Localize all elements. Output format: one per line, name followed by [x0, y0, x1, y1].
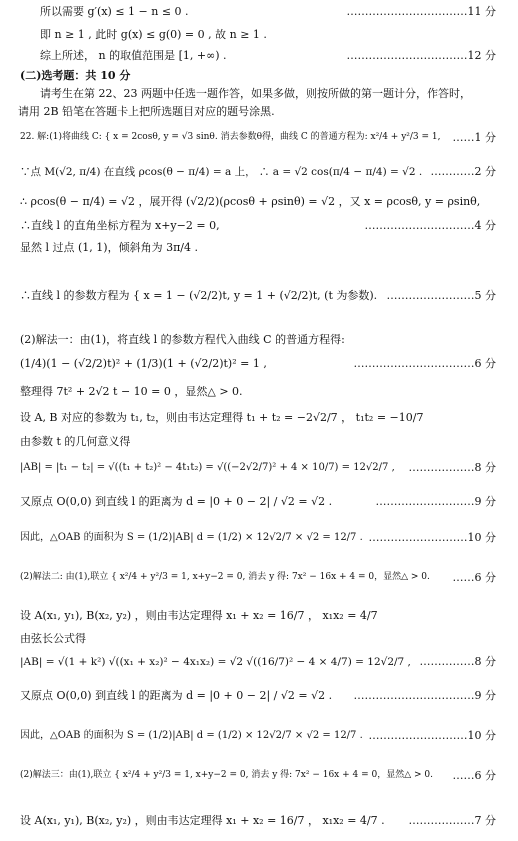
line-text: (二)选考题：共 10 分: [20, 69, 131, 82]
score-marker: ………………7 分: [408, 814, 496, 827]
score-marker: ……………………5 分: [386, 289, 496, 302]
line-text: (2)解法二: 由(1),联立 { x²/4 + y²/3 = 1, x+y−2 = 0, 消去 y 得: 7x² − 16x + 4 = 0，显然△ > 0.: [20, 572, 430, 582]
line-text: 22. 解:(1)将曲线 C: { x = 2cosθ, y = √3 sinθ. 消去参数θ得，曲线 C 的普通方程为: x²/4 + y²/3 = 1,: [20, 132, 441, 142]
line-text: 又原点 O(0,0) 到直线 l 的距离为 d = |0 + 0 − 2| / √2 = √2 .: [20, 689, 333, 702]
line-text: 设 A(x₁, y₁), B(x₂, y₂) ，则由韦达定理得 x₁ + x₂ = 16/7 ， x₁x₂ = 4/7 .: [20, 814, 385, 827]
score-marker: ……………………………6 分: [353, 357, 496, 370]
line-text: (2)解法三：由(1),联立 { x²/4 + y²/3 = 1, x+y−2 = 0, 消去 y 得: 7x² − 16x + 4 = 0，显然△ > 0.: [20, 770, 433, 780]
line-text: 又原点 O(0,0) 到直线 l 的距离为 d = |0 + 0 − 2| / √2 = √2 .: [20, 495, 333, 508]
score-marker: ……………………………11 分: [346, 5, 496, 18]
line-text: 由参数 t 的几何意义得: [20, 435, 131, 448]
score-marker: ………………………10 分: [368, 531, 496, 544]
line-text: 设 A(x₁, y₁), B(x₂, y₂) ，则由韦达定理得 x₁ + x₂ = 16/7 ， x₁x₂ = 4/7: [20, 609, 378, 622]
line-text: 由弦长公式得: [20, 632, 86, 645]
score-marker: ……6 分: [452, 571, 496, 584]
score-marker: ………………………10 分: [368, 729, 496, 742]
line-text: 请考生在第 22、23 两题中任选一题作答，如果多做，则按所做的第一题计分，作答时，: [40, 87, 471, 100]
line-text: 整理得 7t² + 2√2 t − 10 = 0 ，显然△ > 0.: [20, 385, 243, 398]
line-text: |AB| = √(1 + k²) √((x₁ + x₂)² − 4x₁x₂) = √2 √((16/7)² − 4 × 4/7) = 12√2/7 ,: [20, 656, 411, 668]
line-text: (2)解法一：由(1)，将直线 l 的参数方程代入曲线 C 的普通方程得:: [20, 333, 345, 346]
line-text: 设 A, B 对应的参数为 t₁, t₂，则由韦达定理得 t₁ + t₂ = −2√2/7 ， t₁t₂ = −10/7: [20, 411, 424, 424]
score-marker: ……………8 分: [419, 655, 496, 668]
line-text: 综上所述， n 的取值范围是 [1, +∞) .: [40, 49, 227, 62]
score-marker: ………………8 分: [408, 461, 496, 474]
line-text: 显然 l 过点 (1, 1)，倾斜角为 3π/4 .: [20, 241, 199, 254]
score-marker: ……………………………12 分: [346, 49, 496, 62]
line-text: 即 n ≥ 1 , 此时 g(x) ≤ g(0) = 0 , 故 n ≥ 1 .: [40, 28, 267, 41]
line-text: ∴ ρcos(θ − π/4) = √2 ，展开得 (√2/2)(ρcosθ + ρsinθ) = √2 ，又 x = ρcosθ, y = ρsinθ,: [20, 195, 481, 208]
line-text: ∴直线 l 的直角坐标方程为 x+y−2 = 0,: [20, 219, 220, 232]
score-marker: …………………………4 分: [364, 219, 496, 232]
line-text: ∵点 M(√2, π/4) 在直线 ρcos(θ − π/4) = a 上， ∴ a = √2 cos(π/4 − π/4) = √2 .: [20, 166, 423, 178]
score-marker: ……6 分: [452, 769, 496, 782]
score-marker: ……………………………9 分: [353, 689, 496, 702]
line-text: ∴直线 l 的参数方程为 { x = 1 − (√2/2)t, y = 1 + (√2/2)t, (t 为参数).: [20, 289, 378, 302]
line-text: (1/4)(1 − (√2/2)t)² + (1/3)(1 + (√2/2)t)² = 1 ,: [20, 357, 267, 370]
line-text: 因此，△OAB 的面积为 S = (1/2)|AB| d = (1/2) × 12√2/7 × √2 = 12/7 .: [20, 532, 363, 543]
line-text: 因此，△OAB 的面积为 S = (1/2)|AB| d = (1/2) × 12√2/7 × √2 = 12/7 .: [20, 730, 363, 741]
score-marker: ……1 分: [452, 131, 496, 144]
score-marker: ………………………9 分: [375, 495, 496, 508]
line-text: |AB| = |t₁ − t₂| = √((t₁ + t₂)² − 4t₁t₂) = √((−2√2/7)² + 4 × 10/7) = 12√2/7 ,: [20, 462, 395, 473]
line-text: 所以需要 g′(x) ≤ 1 − n ≤ 0 .: [40, 5, 189, 18]
line-text: 请用 2B 铅笔在答题卡上把所选题目对应的题号涂黑.: [18, 105, 275, 118]
score-marker: …………2 分: [430, 165, 496, 178]
